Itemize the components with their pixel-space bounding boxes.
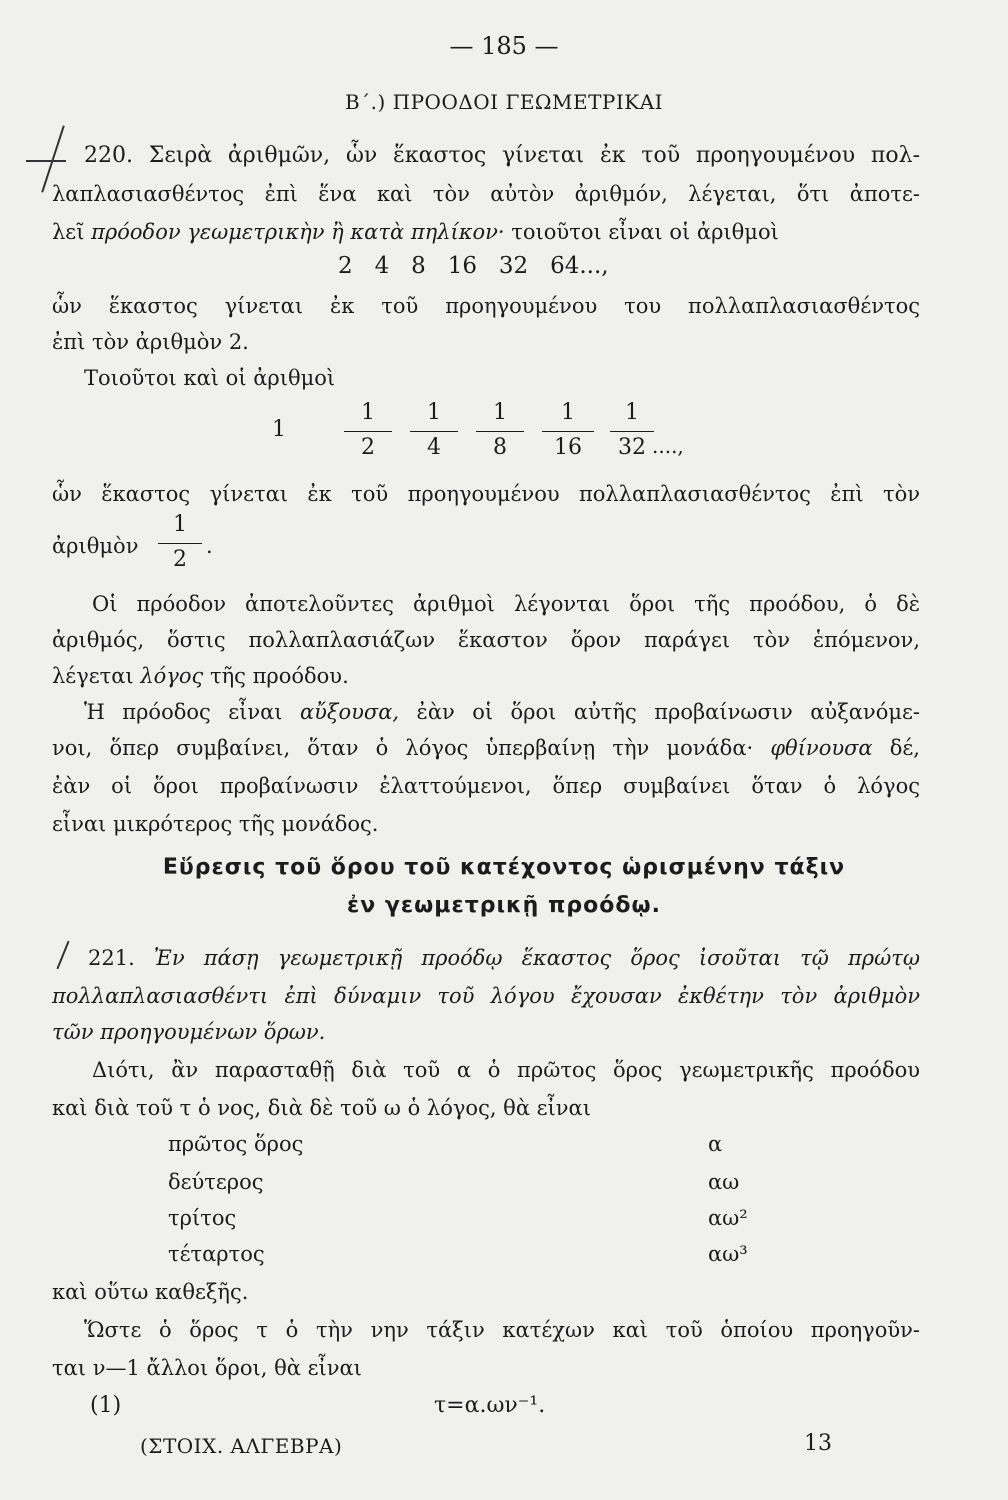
- numerator: 1: [493, 400, 507, 425]
- term-ratio: λόγος: [140, 664, 204, 688]
- p221-line-1: [88, 944, 920, 972]
- numerator: 1: [361, 400, 375, 425]
- margin-mark: [56, 941, 69, 970]
- terms-line-2: ἀριθμός, ὅστις πολλαπλασιάζων ἕκαστον ὅρον παράγει τὸν ἑπόμενον,: [52, 628, 920, 652]
- fraction: [610, 400, 654, 461]
- p220-line-10: ἀριθμὸν: [52, 534, 139, 558]
- term-geometric-progression: πρόοδον γεωμετρικὴν ἢ κατὰ πηλίκον·: [91, 220, 505, 244]
- term-increasing: αὔξουσα,: [299, 700, 400, 724]
- fraction-lead: 1: [272, 417, 286, 442]
- text: νοι, ὅπερ συμβαίνει, ὅταν ὁ λόγος ὑπερβαίνῃ τὴν μονάδα·: [52, 736, 754, 760]
- subsection-heading: Εὕρεσις τοῦ ὅρου τοῦ κατέχοντος ὡρισμένην τάξιν: [162, 855, 846, 880]
- p221-line-8: ται ν—1 ἄλλοι ὅροι, θὰ εἶναι: [52, 1356, 362, 1380]
- term-value: αω: [708, 1170, 740, 1194]
- text: τῆς προόδου.: [209, 664, 349, 688]
- equation-formula: τ=α.ων⁻¹.: [434, 1393, 546, 1418]
- numerator: 1: [173, 512, 187, 537]
- p220-line-5: ὧν ἕκαστος γίνεται ἐκ τοῦ προηγουμένου του πολλαπλασιασθέντος: [52, 294, 920, 318]
- p220-line-7: Τοιοῦτοι καὶ οἱ ἀριθμοὶ: [84, 366, 336, 390]
- term-label: πρῶτος ὅρος: [168, 1132, 304, 1156]
- page-number: — 185 —: [449, 32, 559, 60]
- footer-title: (ΣΤΟΙΧ. ΑΛΓΕΒΡΑ): [140, 1434, 343, 1458]
- p221-line-4: Διότι, ἂν παρασταθῇ διὰ τοῦ α ὁ πρῶτος ὅρος γεωμετρικῆς προόδου: [92, 1058, 920, 1082]
- term-decreasing: φθίνουσα: [770, 736, 873, 760]
- text: τοιοῦτοι εἶναι οἱ ἀριθμοὶ: [511, 220, 779, 244]
- term-value: α: [708, 1132, 723, 1156]
- text: ἐὰν οἱ ὅροι αὐτῆς προβαίνωσιν αὐξανόμε-: [416, 700, 920, 724]
- denominator: 8: [493, 435, 507, 460]
- numerator: 1: [561, 400, 575, 425]
- text: δέ,: [889, 736, 920, 760]
- paragraph-number: 221.: [88, 946, 135, 970]
- inc-line-4: εἶναι μικρότερος τῆς μονάδος.: [52, 812, 379, 836]
- fraction-ellipsis: ....,: [652, 434, 684, 458]
- text: Ἡ πρόοδος εἶναι: [84, 700, 283, 724]
- equation-label: (1): [90, 1393, 122, 1418]
- p221-line-2: πολλαπλασιασθέντι ἐπὶ δύναμιν τοῦ λόγου ἔχουσαν ἐκθέτην τὸν ἀριθμὸν: [52, 984, 920, 1008]
- margin-mark: [26, 160, 66, 162]
- numerator: 1: [427, 400, 441, 425]
- term-label: δεύτερος: [168, 1170, 264, 1194]
- denominator: 32: [618, 435, 646, 460]
- fraction: [542, 400, 594, 461]
- p220-line-9: ὧν ἕκαστος γίνεται ἐκ τοῦ προηγουμένου πολλαπλασιασθέντος ἐπὶ τὸν: [52, 482, 920, 506]
- signature-number: 13: [804, 1431, 832, 1456]
- inc-line-3: ἐὰν οἱ ὅροι προβαίνωσιν ἐλαττούμενοι, ὅπερ συμβαίνει ὅταν ὁ λόγος: [52, 774, 920, 798]
- p220-line-1: 220. Σειρὰ ἀριθμῶν, ὧν ἕκαστος γίνεται ἐκ τοῦ προηγουμένου πολ-: [84, 143, 920, 168]
- fraction: [344, 400, 392, 461]
- term-label: τρίτος: [168, 1206, 237, 1230]
- text: λεῖ: [52, 220, 85, 244]
- term-label: τέταρτος: [168, 1242, 265, 1266]
- inc-line-2: [52, 734, 920, 762]
- term-value: αω³: [708, 1242, 748, 1266]
- inc-line-1: [84, 698, 920, 726]
- p220-line-6: ἐπὶ τὸν ἀριθμὸν 2.: [52, 330, 249, 354]
- denominator: 16: [554, 435, 582, 460]
- terms-line-1: Οἱ πρόοδον ἀποτελοῦντες ἀριθμοὶ λέγονται ὅροι τῆς προόδου, ὁ δὲ: [92, 592, 920, 616]
- term-value: αω²: [708, 1206, 748, 1230]
- denominator: 4: [427, 435, 441, 460]
- numerator: 1: [625, 400, 639, 425]
- terms-line-3: [52, 662, 349, 690]
- denominator: 2: [173, 547, 187, 572]
- ratio-fraction: [158, 512, 202, 573]
- denominator: 2: [361, 435, 375, 460]
- subsection-heading-line-2: ἐν γεωμετρικῇ προόδῳ.: [347, 893, 661, 918]
- p221-line-7: Ὥστε ὁ ὅρος τ ὁ τὴν νην τάξιν κατέχων καὶ τοῦ ὁποίου προηγοῦν-: [84, 1318, 920, 1342]
- ratio-period: .: [206, 534, 213, 558]
- section-title: Β΄.) ΠΡΟΟΔΟΙ ΓΕΩΜΕΤΡΙΚΑΙ: [344, 90, 664, 114]
- p221-line-3: τῶν προηγουμένων ὅρων.: [52, 1020, 326, 1044]
- theorem-text: Ἐν πάσῃ γεωμετρικῇ προόδῳ ἕκαστος ὅρος ἰσοῦται τῷ πρώτῳ: [153, 946, 920, 970]
- fraction: [410, 400, 458, 461]
- text: λέγεται: [52, 664, 134, 688]
- p221-line-5: καὶ διὰ τοῦ τ ὁ νος, διὰ δὲ τοῦ ω ὁ λόγος, θὰ εἶναι: [52, 1096, 591, 1120]
- p220-line-2: λαπλασιασθέντος ἐπὶ ἕνα καὶ τὸν αὐτὸν ἀριθμόν, λέγεται, ὅτι ἀποτε-: [52, 182, 920, 206]
- sequence-example: 2 4 8 16 32 64...,: [338, 253, 609, 279]
- p220-line-3: [52, 218, 779, 246]
- p221-line-6: καὶ οὕτω καθεξῆς.: [52, 1280, 249, 1304]
- fraction: [476, 400, 524, 461]
